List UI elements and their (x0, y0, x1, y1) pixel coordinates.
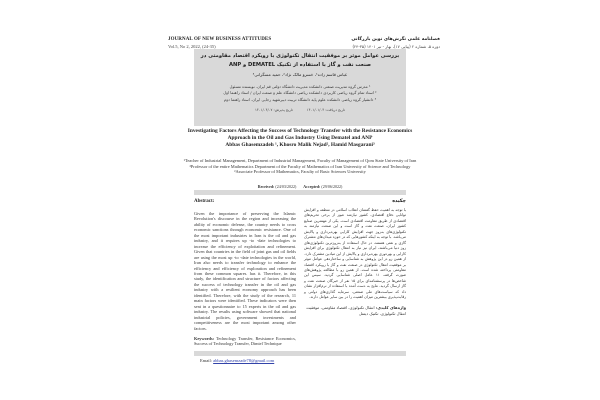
english-affiliations (176, 158, 424, 175)
persian-title: بررسی عوامل موثر بر موفقیت انتقال تکنولوژی با رویکرد اقتصاد مقاومتی در صنعت نفت و گاز با استفاده از تکنیک DEMATEL و ANP (200, 53, 400, 68)
abstract-body-en: Given the importance of preserving the Islamic Revolution's discourse in the region and increasing the ability of economic defense, the country needs to cross economic sanctions through economic resistance. One of the most important industries in Iran is the oil and gas industry, and it requires up -to -date technologies to increase the efficiency of exploitation and refinement. Given that countries in the field of joint gas and oil fields are using the most up -to -date technologies in the world, Iran also needs to transfer technology to enhance the efficiency and efficiency of exploration and refinement from these common squares. has it. Therefore, in this study, the identification and structure of factors affecting the success of technology transfer in the oil and gas industry with a resilient economy approach has been identified. Therefore, with the study of the research, 11 main factors were identified. These indicators were then sent in a questionnaire to 15 experts in the oil and gas industry. The results using software showed that national industrial policies, government investments and competitiveness are the most important among other factors. (194, 211, 296, 331)
english-affiliation: ²Professor of the entire Mathematics Department of the Faculty of Mathematics of Iran University of Science and Technology (189, 163, 411, 169)
english-title-block (176, 128, 424, 149)
english-authors: Abbas Ghasemzadeh ¹, Khosro Malik Nejad², Hamid Masgarani³ (225, 142, 375, 148)
persian-title-block (194, 49, 406, 126)
persian-affiliation: ³ دانشیار گروه ریاضی دانشکده علوم پایه دانشگاه تربیت دبیرشهید رجایی ایران. استاد راهنما دوم (223, 96, 377, 102)
keywords-label-en: Keywords: (194, 335, 215, 341)
english-dates (176, 184, 424, 189)
keywords-en (194, 336, 296, 347)
received-label: Received: (257, 184, 275, 189)
persian-received-date: تاریخ دریافت: ۱۴۰۱/۰۱/۰۴ (306, 107, 345, 112)
divider-bar-top (194, 190, 406, 195)
keywords-value-en: Technology Transfer, Resistance Economics, Success of Technology Transfer, Dimtel Technique (194, 335, 297, 347)
abstract-english (194, 198, 296, 347)
journal-name-fa: فصلنامه علمی نگرش‌های نوین بازرگانی (351, 37, 440, 42)
persian-affiliation: ² استاد تمام گروه ریاضی کاربردی دانشکده ریاضی دانشگاه علم و صنعت ایران / استاد راهنما اول (223, 90, 377, 96)
keywords-value-fa: انتقال تکنولوژی، اقتصاد مقاومتی، موفقیت انتقال تکنولوژی، تکنیک دیمتل (306, 304, 406, 316)
persian-affiliations (194, 84, 406, 103)
english-affiliation: ³Associate Professor of Mathematics, Faculty of Basic Sciences University (234, 169, 366, 175)
keywords-fa (304, 305, 406, 317)
english-affiliation: ¹Teacher of Industrial Management, Department of Industrial Management, Faculty of Management of Qom State University of Iran (183, 158, 417, 163)
received-value: (24/03/2022) (275, 184, 297, 189)
journal-header-fa (300, 36, 440, 50)
email-label: Email: (200, 358, 212, 363)
persian-dates (194, 108, 406, 112)
keywords-label-fa: واژه‌های کلیدی: (375, 304, 406, 310)
journal-volume-en: Vol.5, No 2, 2022, (24-35) (168, 44, 216, 49)
journal-header-en (168, 36, 298, 50)
english-title: Investigating Factors Affecting the Success of Technology Transfer with the Resistance Economics Approach in the Oil and Gas Industry Using Dematel and ANP (187, 128, 413, 141)
persian-authors: عباس قاسم زاده¹، خسرو مالک نژاد²، حمید مسگرانی³ (252, 72, 348, 77)
accepted-label: Accepted: (303, 184, 321, 189)
abstract-body-fa: با توجه به اهمیت حفظ گفتمان انقلاب اسلامی در منطقه و افزایش توانایی دفاع اقتصادی، کشور نیازمند عبور از برخی تحریم‌های اقتصادی از طریق مقاومت اقتصادی است. یکی از مهمترین صنایع کشور ایران، صنعت نفت و گاز است و این صنعت نیازمند به تکنولوژی‌های به‌روز جهت افزایش کارایی بهره‌برداری و پالایش می‌باشد. با توجه به اینکه کشورهایی که در حوزه میدان‌های مشترک گازی و نفتی هستند، در حال استفاده از به‌روزترین تکنولوژی‌های روز دنیا می‌باشند، ایران نیز نیاز به انتقال تکنولوژی برای افزایش کارایی و بهره‌وری بهره‌برداری و پالایش از این میادین مشترک دارد. از همین رو در این پژوهش به شناسایی و ساختاردهی عوامل موثر بر موفقیت انتقال تکنولوژی در صنعت نفت و گاز با رویکرد اقتصاد مقاومتی پرداخته شده است. از همین رو با مطالعه پژوهش‌های صورت گرفته، ۱۱ عامل اصلی شناسایی گردید. سپس این شاخص‌ها در پرسشنامه‌ای برای ۱۵ نفر از خبرگان صنعت نفت و گاز ارسال گردید. نتایج به دست آمده با استفاده از نرم‌افزار نشان داد که سیاست‌های ملی صنعتی، سرمایه گذاری‌های دولتی و رقابت‌پذیری بیشترین میزان اهمیت را در بین سایر عوامل دارند. (303, 208, 407, 300)
corresponding-email (200, 358, 274, 363)
abstract-persian (304, 198, 406, 317)
abstract-heading-fa: چکیده (392, 199, 406, 204)
divider-bar-bottom (194, 351, 406, 356)
journal-name-en: JOURNAL OF NEW BUSINESS ATTITUDES (168, 37, 272, 42)
journal-volume-fa: دوره ۵، شماره ۲ (پیاپی ۱۷)، بهار - تیر ۱۴۰۱ (۳۵-۲۴) (352, 44, 440, 49)
email-link[interactable]: abbas.ghasemzade78@gmail.com (213, 358, 275, 363)
persian-affiliation: ¹ مدرس گروه مدیریت صنعتی دانشکده مدیریت دانشگاه دولتی قم ایران. نویسنده مسئول (229, 84, 371, 89)
persian-accepted-date: تاریخ پذیرش: ۱۴۰۱/۰۴/۰۷ (255, 107, 293, 112)
abstract-heading-en: Abstract: (194, 199, 215, 204)
accepted-value: (29/06/2022) (321, 184, 343, 189)
